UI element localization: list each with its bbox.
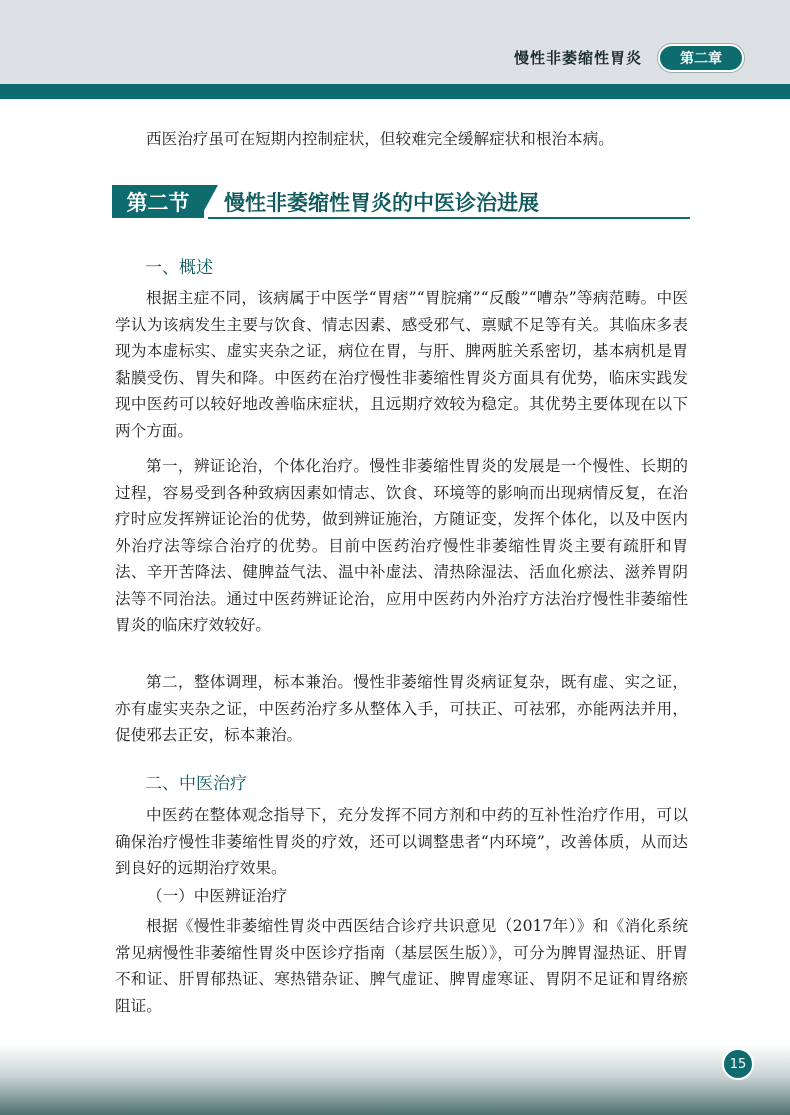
header-rule xyxy=(0,84,790,99)
section-title: 慢性非萎缩性胃炎的中医诊治进展 xyxy=(224,191,539,215)
intro-paragraph: 西医治疗虽可在短期内控制症状，但较难完全缓解症状和根治本病。 xyxy=(146,130,614,148)
overview-paragraph-1: 根据主症不同，该病属于中医学“胃痞”“胃脘痛”“反酸”“嘈杂”等病范畴。中医学认为该病发生主要与饮食、情志因素、感受邪气、禀赋不足等有关。其临床多表现为本虚标实、虚实夹杂之证，病位在胃，与肝、脾两脏关系密切，基本病机是胃黏膜受伤、胃失和降。中医药在治疗慢性非萎缩性胃炎方面具有优势，临床实践发现中医药可以较好地改善临床症状，且远期疗效较为稳定。其优势主要体现在以下两个方面。 xyxy=(115,289,688,440)
section-notch xyxy=(200,185,218,218)
overview-paragraph-3: 第二，整体调理，标本兼治。慢性非萎缩性胃炎病证复杂，既有虚、实之证，亦有虚实夹杂之证，中医药治疗多从整体入手，可扶正、可祛邪，亦能两法并用，促使邪去正安，标本兼治。 xyxy=(115,673,688,744)
treatment-subheading: （一）中医辨证治疗 xyxy=(147,887,288,905)
treatment-heading: 二、中医治疗 xyxy=(145,774,247,794)
section-underline xyxy=(208,217,690,219)
page-number: 15 xyxy=(722,1048,754,1080)
chapter-badge xyxy=(658,44,744,72)
overview-heading: 一、概述 xyxy=(145,258,213,278)
footer-band xyxy=(0,1045,790,1115)
section-heading xyxy=(112,185,690,221)
running-title: 慢性非萎缩性胃炎 xyxy=(513,49,642,67)
treatment-paragraph-1: 中医药在整体观念指导下，充分发挥不同方剂和中药的互补性治疗作用，可以确保治疗慢性非萎缩性胃炎的疗效，还可以调整患者“内环境”，改善体质，从而达到良好的远期治疗效果。 xyxy=(115,806,688,877)
treatment-paragraph-2: 根据《慢性非萎缩性胃炎中西医结合诊疗共识意见（2017年）》和《消化系统常见病慢性非萎缩性胃炎中医诊疗指南（基层医生版）》，可分为脾胃湿热证、肝胃不和证、肝胃郁热证、寒热错杂证、脾气虚证、脾胃虚寒证、胃阴不足证和胃络瘀阻证。 xyxy=(115,917,688,1015)
section-number: 第二节 xyxy=(112,185,204,218)
overview-paragraph-2: 第一，辨证论治，个体化治疗。慢性非萎缩性胃炎的发展是一个慢性、长期的过程，容易受到各种致病因素如情志、饮食、环境等的影响而出现病情反复，在治疗时应发挥辨证论治的优势，做到辨证施治，方随证变，发挥个体化，以及中医内外治疗法等综合治疗的优势。目前中医药治疗慢性非萎缩性胃炎主要有疏肝和胃法、辛开苦降法、健脾益气法、温中补虚法、清热除湿法、活血化瘀法、滋养胃阴法等不同治法。通过中医药辨证论治，应用中医药内外治疗方法治疗慢性非萎缩性胃炎的临床疗效较好。 xyxy=(115,457,688,634)
chapter-label: 第二章 xyxy=(680,51,722,67)
